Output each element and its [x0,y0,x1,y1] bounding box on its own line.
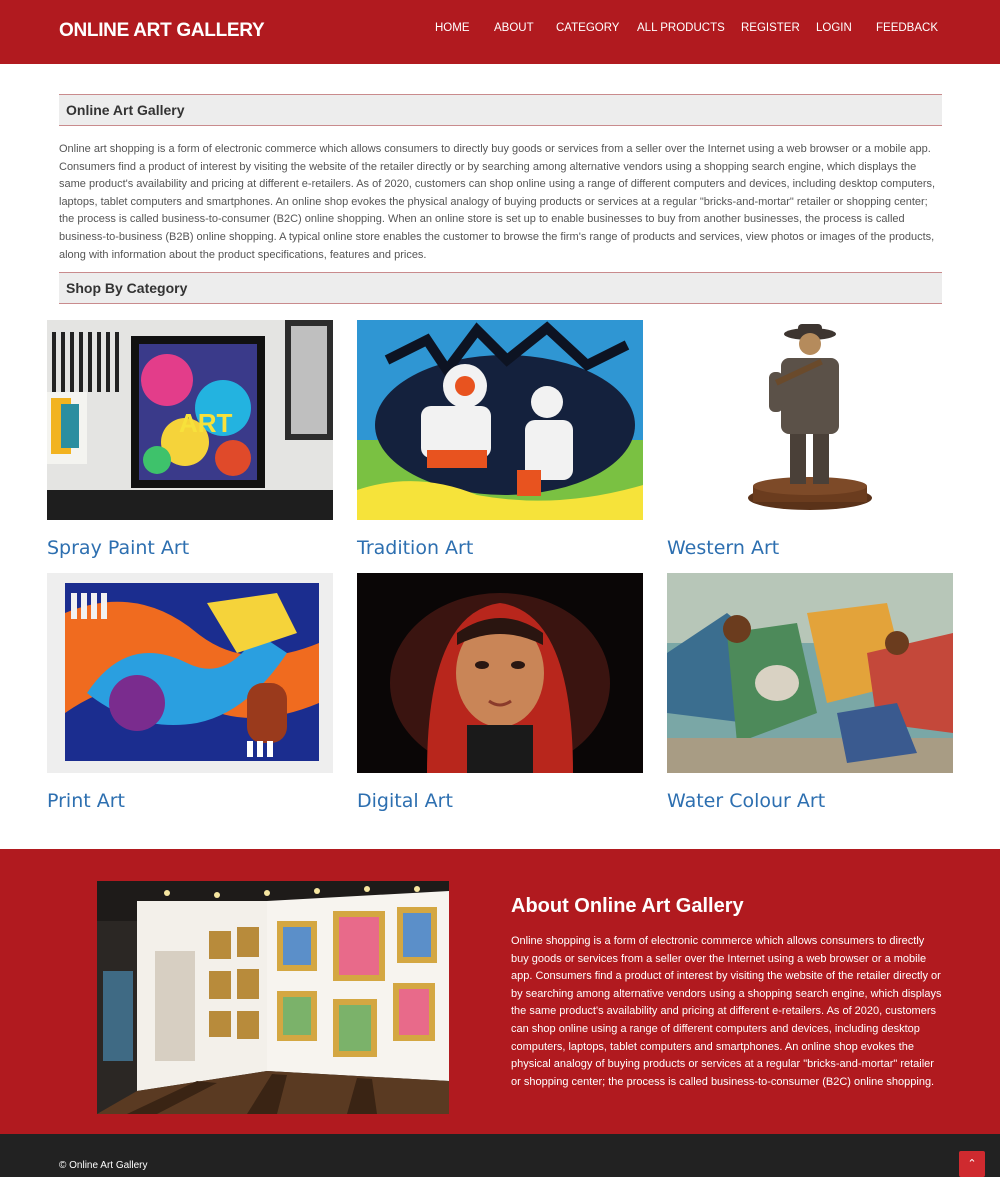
western-art-image[interactable] [667,320,953,520]
category-label[interactable]: Print Art [47,790,126,812]
spray-paint-art-image[interactable] [47,320,333,520]
category-label[interactable]: Tradition Art [357,537,474,559]
category-card-tradition[interactable] [357,320,643,559]
nav-category[interactable]: CATEGORY [556,22,620,34]
nav-feedback[interactable]: FEEDBACK [876,22,938,34]
water-colour-art-image[interactable] [667,573,953,773]
nav-home[interactable]: HOME [435,22,470,34]
top-navbar [0,0,1000,64]
chevron-up-icon: ⌃ [967,1158,977,1170]
digital-art-image[interactable] [357,573,643,773]
intro-heading: Online Art Gallery [59,94,942,126]
about-paragraph: Online shopping is a form of electronic commerce which allows consumers to directly buy goods or services from a seller over the Internet using a web browser or a mobile app. Consumers find a product of interest by visiting the website of the retailer directly or by searching among alternative vendors using a shopping search engine, which displays the same product's availability and pricing at different e-retailers. As of 2020, customers can shop online using a range of different computers and devices, including desktop computers, laptops, tablet computers and smartphones. An online shop evokes the physical analogy of buying products or services at a regular "bricks-and-mortar" retailer or shopping center; the process is called business-to-consumer (B2C) online shopping. [511,935,942,1088]
category-card-water-colour[interactable] [667,573,953,812]
nav-all-products[interactable]: ALL PRODUCTS [637,22,725,34]
nav-about[interactable]: ABOUT [494,22,534,34]
nav-login[interactable]: LOGIN [816,22,852,34]
print-art-image[interactable] [47,573,333,773]
category-card-print[interactable] [47,573,333,812]
category-heading: Shop By Category [59,272,942,304]
svg-text:ART: ART [179,408,233,438]
brand-logo-link[interactable]: ONLINE ART GALLERY [59,20,265,41]
tradition-art-image[interactable] [357,320,643,520]
about-title: About Online Art Gallery [511,895,744,917]
category-label[interactable]: Spray Paint Art [47,537,190,559]
category-label[interactable]: Water Colour Art [667,790,826,812]
category-card-western[interactable] [667,320,953,559]
category-label[interactable]: Digital Art [357,790,453,812]
intro-paragraph: Online art shopping is a form of electronic commerce which allows consumers to directly buy goods or services from a seller over the Internet using a web browser or a mobile app. Consumers find a product of interest by visiting the website of the retailer directly or by searching among alternative vendors using a shopping search engine, which displays the same product's availability and pricing at different e-retailers. As of 2020, customers can shop online using a range of different computers and devices, including desktop computers, laptops, tablet computers and smartphones. An online shop evokes the physical analogy of buying products or services at a regular "bricks-and-mortar" retailer or shopping center; the process is called business-to-consumer (B2C) online shopping. When an online store is set up to enable businesses to buy from another businesses, the process is called business-to-business (B2B) online shopping. A typical online store enables the customer to browse the firm's range of products and services, view photos or images of the products, along with information about the product specifications, features and prices. [59,143,936,261]
back-to-top-button[interactable] [959,1151,985,1177]
footer [0,1134,1000,1177]
category-card-digital[interactable] [357,573,643,812]
category-label[interactable]: Western Art [667,537,780,559]
nav-register[interactable]: REGISTER [741,22,800,34]
gallery-interior-image [97,881,449,1114]
category-card-spray-paint[interactable] [47,320,333,559]
copyright-text: © Online Art Gallery [59,1160,148,1171]
about-section [0,849,1000,1134]
